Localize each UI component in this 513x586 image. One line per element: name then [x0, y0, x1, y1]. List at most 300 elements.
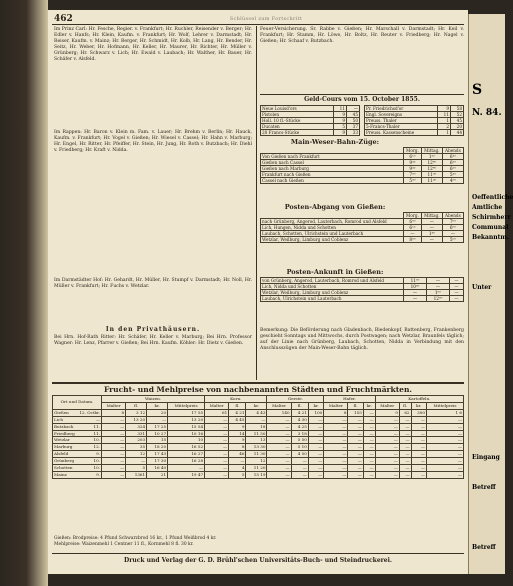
market-value: —: [291, 471, 308, 478]
post-in-table: [260, 277, 464, 302]
market-row: [53, 471, 464, 478]
currency-kr: 45: [451, 118, 464, 124]
market-value: —: [375, 451, 399, 458]
post-out-row: [261, 219, 464, 225]
market-value: —: [375, 444, 399, 451]
running-head: Schlüssel zum Fortschritt: [229, 16, 303, 22]
departure-time: 6¹⁵: [404, 225, 422, 231]
market-value: 11 20: [246, 465, 267, 472]
departure-time: 11⁰⁰: [404, 278, 427, 284]
market-value: 15 19: [246, 471, 267, 478]
route-label: Gießen nach Cassel: [261, 160, 404, 166]
market-value: —: [324, 444, 348, 451]
market-value: —: [267, 471, 291, 478]
departure-time: 5³⁰: [442, 172, 463, 178]
market-place: [53, 409, 102, 416]
market-value: —: [399, 416, 411, 423]
departure-time: —: [421, 219, 442, 225]
route-label: Lich, Hungen, Nidda und Schotten: [261, 225, 404, 231]
market-value: —: [267, 444, 291, 451]
market-sub-header: fl.: [291, 402, 308, 409]
page-number: 462: [54, 14, 73, 24]
market-row: [53, 430, 464, 437]
market-place: [53, 437, 102, 444]
route-label: Cassel nach Gießen: [261, 178, 404, 184]
market-date: 9.: [96, 471, 100, 477]
market-value: 5: [229, 471, 246, 478]
market-value: —: [411, 451, 426, 458]
post-note: Bemerkung: Die Beförderung nach Gladenbach, Biedenkopf, Battenberg, Frankenberg geschieht Sonntags und Mittwochs, durch Postwagen; nach Wetzlar, Braunfels täglich; auf der Linie nach Grünberg, Laubach, Schotten, Nidda in Verbindung mit den Anschlusszügen der Main-Weser-Bahn täglich.: [260, 328, 464, 352]
departure-time: 9³⁵: [404, 166, 422, 172]
market-value: —: [267, 465, 291, 472]
market-value: —: [267, 451, 291, 458]
currency-fl: 1: [438, 118, 451, 124]
market-date: 11.: [93, 430, 100, 436]
market-row: [53, 451, 464, 458]
market-sub-header: kr.: [411, 402, 426, 409]
market-place: [53, 444, 102, 451]
market-footnotes: [54, 536, 464, 548]
market-value: —: [102, 416, 126, 423]
currency-fl: 1: [438, 130, 451, 136]
departure-time: —: [449, 290, 463, 296]
market-date: 10.: [93, 465, 100, 471]
market-sub-header: Mittelpreis: [426, 402, 463, 409]
market-value: 13: [246, 437, 267, 444]
market-title: Frucht- und Mehlpreise von nachbenannten Städten und Fruchtmärkten.: [103, 385, 413, 394]
market-value: —: [399, 471, 411, 478]
market-value: —: [426, 465, 463, 472]
market-value: 8: [229, 444, 246, 451]
market-value: —: [229, 458, 246, 465]
adjacent-fragment-1: S: [472, 82, 483, 98]
market-value: —: [411, 444, 426, 451]
currency-kr: 58: [451, 106, 464, 112]
currency-fl: 5: [334, 124, 347, 130]
rail-title: Main-Weser-Bahn-Züge:: [290, 138, 380, 146]
currency-kr: 50: [347, 118, 360, 124]
market-value: —: [426, 430, 463, 437]
market-place-name: Wetzlar: [54, 437, 70, 443]
market-footnote-1: Gießen: Brodpreise: 4 Pfund Schwarzbrod 16 kr., 1 Pfund Weißbrod 4 kr.: [54, 536, 217, 541]
market-value: —: [363, 430, 375, 437]
market-place: [53, 451, 102, 458]
market-value: 13 20: [126, 416, 147, 423]
market-value: —: [102, 471, 126, 478]
market-value: 8: [102, 409, 126, 416]
market-value: —: [267, 416, 291, 423]
currency-kr: 52: [451, 112, 464, 118]
market-value: —: [205, 423, 229, 430]
route-label: Laubach, Schotten, Ulrichstein und Lauterbach: [261, 231, 404, 237]
departure-time: —: [426, 284, 449, 290]
departure-time: 9³⁵: [404, 160, 422, 166]
currency-kr: —: [347, 106, 360, 112]
market-value: —: [375, 416, 399, 423]
market-value: 10 16: [168, 430, 205, 437]
market-place-name: Friedberg: [54, 430, 75, 436]
market-value: —: [102, 444, 126, 451]
market-value: —: [205, 416, 229, 423]
market-sub-header: Malter: [205, 402, 229, 409]
market-value: 8: [324, 409, 348, 416]
market-value: —: [348, 437, 363, 444]
market-sub-header: kr.: [308, 402, 323, 409]
market-value: —: [205, 437, 229, 444]
market-value: 4 21: [291, 409, 308, 416]
post-out-row: [261, 231, 464, 237]
market-value: —: [411, 465, 426, 472]
route-label: Wetzlar, Weilburg, Limburg und Coblenz: [261, 237, 404, 243]
right-top-paragraph: Feuer-Versicherung. Sr. Rabbe v. Gießen; Hr. Marschall v. Darmstadt; Hr. Keil v. Frankfurt; Hr. Stamm, Hr. Löwe, Hr. Boltz, Hr. Reuter v. Friedberg; Hr. Nagel v. Gießen; Hr. Schaaf v. Butzbach.: [260, 27, 464, 45]
footer-rule: [52, 553, 464, 554]
market-value: 16 28: [168, 458, 205, 465]
market-value: —: [267, 423, 291, 430]
market-place-name: Schotten: [54, 465, 73, 471]
market-value: 4 50: [291, 451, 308, 458]
market-value: —: [411, 458, 426, 465]
market-group-header: Korn.: [205, 396, 267, 403]
adjacent-fragment-3: Oeffentliche: [472, 194, 513, 201]
market-place-name: Alsfeld: [54, 451, 69, 457]
market-value: —: [363, 465, 375, 472]
adjacent-fragment-6: Communal: [472, 224, 509, 231]
market-value: 4: [229, 465, 246, 472]
market-value: 19 47: [168, 471, 205, 478]
market-date: 10.: [93, 437, 100, 443]
market-place-name: Butzbach: [54, 423, 74, 429]
market-row: [53, 465, 464, 472]
market-value: 12: [246, 458, 267, 465]
market-value: —: [426, 416, 463, 423]
market-value: 17 30: [147, 458, 168, 465]
market-value: —: [205, 444, 229, 451]
market-value: 300: [411, 409, 426, 416]
rail-table: [260, 147, 464, 184]
market-place: [53, 430, 102, 437]
market-group-header: Kartoffeln.: [375, 396, 463, 403]
market-row: [53, 423, 464, 430]
currency-name: Holl. 10 fl.-Stücke: [261, 118, 334, 124]
currency-kr: 20: [451, 124, 464, 130]
market-sub-header: fl.: [126, 402, 147, 409]
market-value: 61: [205, 409, 229, 416]
footer-imprint: Druck und Verlag der G. D. Brühl'schen Universitäts-Buch- und Steindruckerei.: [123, 557, 392, 564]
geld-table-right: [364, 105, 464, 136]
market-value: 3 18: [291, 430, 308, 437]
market-value: —: [102, 458, 126, 465]
departure-time: 5³⁰: [404, 178, 422, 184]
adjacent-fragment-11: Betreff: [472, 544, 496, 551]
market-value: —: [102, 430, 126, 437]
market-row: [53, 444, 464, 451]
market-value: 16 40: [147, 465, 168, 472]
market-sub-header: fl.: [229, 402, 246, 409]
market-value: 14: [229, 430, 246, 437]
rail-row: [261, 178, 464, 184]
adjacent-fragment-10: Betreff: [472, 484, 496, 491]
route-label: Laubach, Ulrichstein und Lauterbach: [261, 296, 404, 302]
market-value: 16 27: [168, 451, 205, 458]
market-place-name: Gießen: [54, 409, 69, 415]
market-value: —: [426, 437, 463, 444]
departure-time: —: [449, 296, 463, 302]
market-value: —: [363, 416, 375, 423]
geld-row: [365, 130, 464, 136]
market-value: —: [399, 465, 411, 472]
adjacent-fragment-8: Unter: [472, 284, 492, 291]
market-value: —: [324, 430, 348, 437]
departure-time: —: [442, 231, 463, 237]
market-value: —: [399, 437, 411, 444]
market-sub-header: kr.: [363, 402, 375, 409]
market-value: 17 43: [147, 451, 168, 458]
departure-time: —: [426, 278, 449, 284]
market-value: —: [411, 471, 426, 478]
market-value: 20: [147, 409, 168, 416]
route-label: Wetzlar, Weilburg, Limburg und Coblenz: [261, 290, 404, 296]
market-value: 5 50: [291, 437, 308, 444]
header-rule: [52, 24, 464, 25]
departure-time: 6⁰⁰: [442, 225, 463, 231]
market-value: 324: [126, 423, 147, 430]
post-out-header-noon: Mittag.: [421, 213, 442, 219]
departure-time: 1³⁰: [421, 231, 442, 237]
market-value: —: [205, 430, 229, 437]
post-in-row: [261, 296, 464, 302]
market-value: —: [426, 451, 463, 458]
private-houses-paragraph: Bei Hrn. Hof-Rath Ritter: Hr. Schäfer, Hr. Keller v. Marburg; Bei Hrn. Professor Wagner: Hr. Lenz, Pfarrer v. Gießen; Bei Hrn. Kaufm. Köhler: Hr. Dietz v. Gießen.: [54, 335, 252, 347]
departure-time: —: [404, 231, 422, 237]
departure-time: 6¹⁰: [404, 154, 422, 160]
adjacent-fragment-4: Amtliche: [472, 204, 503, 211]
market-date: 12.: [93, 444, 100, 450]
market-value: —: [411, 416, 426, 423]
market-value: —: [308, 465, 323, 472]
market-value: —: [205, 471, 229, 478]
market-value: 16 52: [168, 444, 205, 451]
market-sub-header: Mittelpreis: [168, 402, 205, 409]
currency-fl: 9: [334, 118, 347, 124]
market-date: 10.: [93, 458, 100, 464]
market-place-name: Mainz: [54, 471, 67, 477]
currency-kr: 37: [347, 124, 360, 130]
market-value: —: [363, 409, 375, 416]
market-date: 9.: [96, 451, 100, 457]
departure-time: 11⁵⁰: [421, 178, 442, 184]
market-value: 46: [229, 451, 246, 458]
left-column: [54, 27, 252, 64]
geld-table-left: [260, 105, 360, 136]
market-value: 9: [375, 409, 399, 416]
post-out-header-morning: Morg.: [404, 213, 422, 219]
market-value: 11 50: [246, 430, 267, 437]
market-value: —: [308, 444, 323, 451]
departure-time: 12⁰⁰: [426, 296, 449, 302]
market-value: —: [205, 451, 229, 458]
market-value: —: [324, 471, 348, 478]
market-value: —: [102, 465, 126, 472]
market-value: 15: [147, 437, 168, 444]
arrivals-paragraph-2-block: [54, 130, 252, 154]
market-value: —: [308, 458, 323, 465]
market-value: —: [399, 451, 411, 458]
private-houses-block: [54, 335, 252, 347]
market-value: 4 43: [246, 409, 267, 416]
market-value: —: [363, 437, 375, 444]
market-table: [52, 395, 464, 479]
market-value: 18: [246, 423, 267, 430]
departure-time: 1⁰⁰: [426, 290, 449, 296]
market-value: 4 25: [291, 423, 308, 430]
market-value: —: [411, 430, 426, 437]
post-out-title: Posten-Abgang von Gießen:: [284, 203, 386, 211]
departure-time: 6⁵⁰: [442, 166, 463, 172]
adjacent-fragment-7: Bekanntm.: [472, 234, 509, 241]
market-sub-header: Malter: [267, 402, 291, 409]
departure-time: 11⁰⁰: [421, 172, 442, 178]
book-spine: [0, 0, 48, 586]
market-value: —: [363, 444, 375, 451]
arrivals-paragraph-2: Im Rappen: Hr. Baron v. Klein m. Fam. v. Lauer; Hr. Brehm v. Berlin; Hr. Hauck, Kaufm. v. Frankfurt; Hr. Vogel v. Gießen; Hr. Wiesel v. Cassel; Hr. Hahn v. Marburg; Hr. Engel, Hr. Ritter, Hr. Pfeiffer, Hr. Stein, Hr. Jung, Hr. Roth v. Butzbach; Hr. Diehl v. Friedberg; Hr. Kraft v. Nidda.: [54, 130, 252, 154]
rail-header-morning: Morg.: [404, 148, 422, 154]
arrivals-paragraph-3: Im Darmstädter Hof: Hr. Gehardt, Hr. Müller, Hr. Stumpf v. Darmstadt; Hr. Noll, Hr. Müller v. Frankfurt; Hr. Fuchs v. Wetzlar.: [54, 278, 252, 290]
rail-header-evening: Abends: [442, 148, 463, 154]
private-houses-title: In den Privathäusern.: [105, 326, 201, 333]
market-value: 4 21: [229, 409, 246, 416]
departure-time: 5⁰⁰: [442, 237, 463, 243]
market-value: —: [324, 416, 348, 423]
market-footnote-2: Mehlpreise: Waizenmehl 1 Centner 11 fl., Kornmehl 8 fl. 30 kr.: [54, 542, 194, 548]
currency-name: 5-Francs-Thaler: [365, 124, 438, 130]
market-value: —: [348, 416, 363, 423]
market-value: 4 30: [291, 416, 308, 423]
market-group-header: Hafer.: [324, 396, 375, 403]
market-value: 12: [126, 451, 147, 458]
departure-time: 6⁵⁰: [442, 160, 463, 166]
route-label: von Grünberg, Angerod, Lauterbach, Romrod und Alsfeld: [261, 278, 404, 284]
market-place: [53, 465, 102, 472]
market-value: —: [291, 465, 308, 472]
geld-row: [261, 130, 360, 136]
market-value: —: [267, 458, 291, 465]
market-value: —: [375, 458, 399, 465]
currency-fl: 2: [438, 124, 451, 130]
currency-fl: 11: [438, 112, 451, 118]
market-value: —: [308, 451, 323, 458]
market-value: 140: [267, 409, 291, 416]
market-place-name: Lich: [54, 416, 63, 422]
departure-time: 12⁴⁰: [421, 160, 442, 166]
departure-time: 7⁰⁰: [442, 219, 463, 225]
adjacent-fragment-2: N. 84.: [472, 108, 502, 118]
currency-fl: 9: [334, 112, 347, 118]
market-value: 10 27: [147, 430, 168, 437]
currency-kr: 45: [347, 112, 360, 118]
market-value: 17 55: [168, 409, 205, 416]
currency-fl: 9: [438, 106, 451, 112]
market-value: —: [308, 423, 323, 430]
market-value: 1 6: [426, 409, 463, 416]
departure-time: 6⁰⁰: [404, 219, 422, 225]
market-date: 12. Octbr.: [79, 409, 100, 415]
market-value: —: [411, 423, 426, 430]
post-out-row: [261, 237, 464, 243]
market-value: —: [246, 416, 267, 423]
column-divider: [256, 26, 257, 380]
market-value: —: [399, 444, 411, 451]
market-value: —: [348, 423, 363, 430]
market-value: —: [399, 430, 411, 437]
market-value: —: [426, 458, 463, 465]
departure-time: —: [421, 225, 442, 231]
post-out-header-evening: Abends: [442, 213, 463, 219]
market-value: —: [348, 465, 363, 472]
market-date: —: [95, 416, 100, 422]
market-value: —: [205, 465, 229, 472]
adjacent-fragment-9: Eingang: [472, 454, 500, 461]
route-label: Von Gießen nach Frankfurt: [261, 154, 404, 160]
arrivals-paragraph-1: Im Prinz Carl: Hr. Fesche, Regier. v. Frankfurt; Hr. Ruchler, Reisender v. Berger; Hr. Edler v. Hanfs; Hr. Klein, Kaufm. v. Frankfurt; Hr. Wolf, Lehrer v. Darmstadt; Hr. Reiser, Kaufm. v. Mainz; Hr. Berger, Hr. Schmidt, Hr. Kolb, Hr. Lang, Hr. Bender, Hr. Seitz, Hr. Weber, Hr. Hofmann, Hr. Keller, Hr. Maurer, Hr. Richter, Hr. Müller v. Grünberg; Hr. Schwarz v. Lich; Hr. Ewald v. Laubach; Hr. Walther, Hr. Bauer, Hr. Schäfer v. Alsfeld.: [54, 27, 252, 63]
currency-fl: 9: [334, 130, 347, 136]
departure-time: —: [404, 290, 427, 296]
market-value: —: [348, 458, 363, 465]
market-value: 1361: [126, 471, 147, 478]
market-value: —: [363, 451, 375, 458]
route-label: nach Grünberg, Angerod, Lauterbach, Romrod und Alsfeld: [261, 219, 404, 225]
market-value: —: [426, 444, 463, 451]
currency-name: Neue Louisd'ors: [261, 106, 334, 112]
geld-cours-title: Geld-Cours vom 15. October 1855.: [304, 96, 420, 103]
market-place: [53, 423, 102, 430]
market-value: —: [308, 430, 323, 437]
arrivals-paragraph-3-block: [54, 278, 252, 290]
departure-time: 12⁴⁰: [421, 166, 442, 172]
market-value: 11 30: [246, 451, 267, 458]
post-out-table: [260, 212, 464, 243]
market-value: —: [348, 451, 363, 458]
currency-name: Ducaten: [261, 124, 334, 130]
departure-time: 10³⁰: [404, 284, 427, 290]
market-value: —: [363, 458, 375, 465]
currency-name: Preuss. Kassenscheine: [365, 130, 438, 136]
departure-time: 6³⁰: [442, 154, 463, 160]
departure-time: 1²⁰: [421, 154, 442, 160]
market-value: 62: [399, 409, 411, 416]
market-value: 203: [126, 437, 147, 444]
market-value: 5: [126, 465, 147, 472]
market-row: [53, 409, 464, 416]
market-place: [53, 458, 102, 465]
market-value: 35: [126, 444, 147, 451]
market-value: —: [102, 437, 126, 444]
market-sub-header: Malter: [324, 402, 348, 409]
market-value: 13 20: [168, 416, 205, 423]
market-value: —: [168, 465, 205, 472]
market-value: —: [375, 423, 399, 430]
currency-kr: 44: [451, 130, 464, 136]
market-value: —: [308, 416, 323, 423]
departure-time: —: [449, 278, 463, 284]
currency-name: Pr. Friedrichsd'or: [365, 106, 438, 112]
market-sub-header: Malter: [375, 402, 399, 409]
newspaper-page: [48, 10, 468, 574]
market-sub-header: kr.: [246, 402, 267, 409]
departure-time: 4⁰⁰: [442, 178, 463, 184]
market-value: —: [324, 458, 348, 465]
market-value: —: [126, 458, 147, 465]
departure-time: —: [449, 284, 463, 290]
